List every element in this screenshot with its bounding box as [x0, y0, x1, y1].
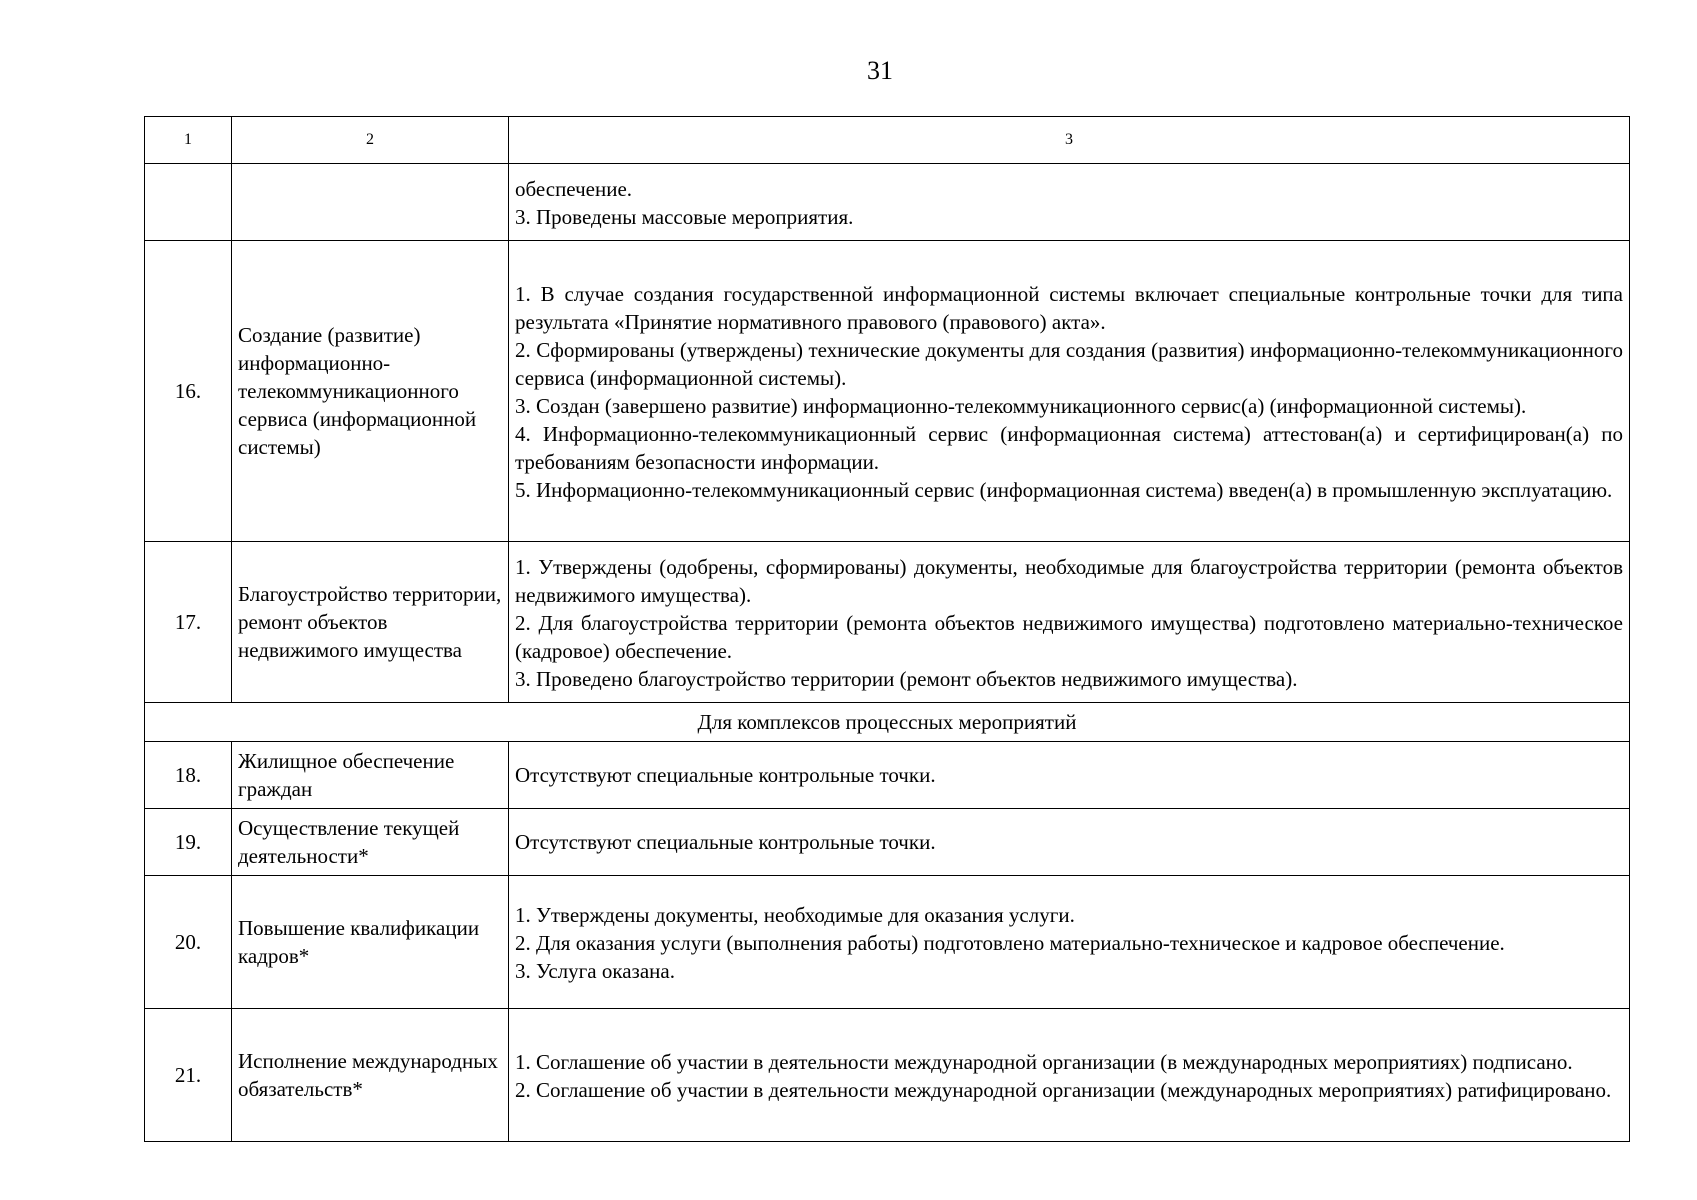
row-control-points — [509, 241, 1630, 542]
table-row-continuation — [145, 164, 1630, 241]
row-control-points — [509, 876, 1630, 1009]
row-result-type: Осуществление текущей деятельности* — [232, 809, 509, 876]
control-point-item: 2. Сформированы (утверждены) технические документы для создания (развития) информационно-телекоммуникационного сервиса (информационной системы). — [515, 338, 1623, 390]
column-header-2: 2 — [232, 117, 509, 164]
row-control-points — [509, 809, 1630, 876]
section-header-row — [145, 703, 1630, 742]
table-header-row — [145, 117, 1630, 164]
control-point-item: 2. Для благоустройства территории (ремонта объектов недвижимого имущества) подготовлено материально-техническое (кадровое) обеспечение. — [515, 611, 1623, 663]
control-point-item: 1. В случае создания государственной информационной системы включает специальные контрольные точки для типа результата «Принятие нормативного правового (правового) акта». — [515, 282, 1623, 334]
row-result-type — [232, 164, 509, 241]
table-row-17 — [145, 542, 1630, 703]
row-result-type: Создание (развитие) информационно-телекоммуникационного сервиса (информационной системы) — [232, 241, 509, 542]
row-result-type: Жилищное обеспечение граждан — [232, 742, 509, 809]
control-point-item: Отсутствуют специальные контрольные точки. — [515, 830, 936, 854]
table-row-18 — [145, 742, 1630, 809]
column-header-3: 3 — [509, 117, 1630, 164]
control-point-item: 5. Информационно-телекоммуникационный сервис (информационная система) введен(а) в промышленную эксплуатацию. — [515, 478, 1613, 502]
control-points-table — [144, 116, 1630, 1142]
row-result-type: Благоустройство территории, ремонт объектов недвижимого имущества — [232, 542, 509, 703]
table-row-19 — [145, 809, 1630, 876]
section-title: Для комплексов процессных мероприятий — [145, 703, 1630, 742]
control-point-item: 1. Утверждены документы, необходимые для оказания услуги. — [515, 903, 1075, 927]
table-row-20 — [145, 876, 1630, 1009]
row-control-points — [509, 1009, 1630, 1142]
row-number: 16. — [145, 241, 232, 542]
row-number: 20. — [145, 876, 232, 1009]
row-result-type: Повышение квалификации кадров* — [232, 876, 509, 1009]
row-number: 17. — [145, 542, 232, 703]
control-point-item: 1. Утверждены (одобрены, сформированы) документы, необходимые для благоустройства территории (ремонта объектов недвижимого имущества). — [515, 555, 1623, 607]
control-point-item: 2. Соглашение об участии в деятельности международной организации (международных мероприятиях) ратифицировано. — [515, 1078, 1612, 1102]
row-number: 18. — [145, 742, 232, 809]
control-point-item: 2. Для оказания услуги (выполнения работы) подготовлено материально-техническое и кадровое обеспечение. — [515, 931, 1505, 955]
row-number: 19. — [145, 809, 232, 876]
table-row-16 — [145, 241, 1630, 542]
row-result-type: Исполнение международных обязательств* — [232, 1009, 509, 1142]
row-control-points — [509, 542, 1630, 703]
control-point-item: Отсутствуют специальные контрольные точки. — [515, 763, 936, 787]
column-header-1: 1 — [145, 117, 232, 164]
control-point-item: 3. Проведено благоустройство территории (ремонт объектов недвижимого имущества). — [515, 667, 1298, 691]
row-number — [145, 164, 232, 241]
control-point-item: 3. Создан (завершено развитие) информационно-телекоммуникационного сервис(а) (информационной системы). — [515, 394, 1527, 418]
row-control-points — [509, 164, 1630, 241]
page-number: 31 — [867, 56, 893, 85]
control-point-item: 1. Соглашение об участии в деятельности международной организации (в международных мероприятиях) подписано. — [515, 1050, 1573, 1074]
row-control-points — [509, 742, 1630, 809]
row-number: 21. — [145, 1009, 232, 1142]
control-point-item: 4. Информационно-телекоммуникационный сервис (информационная система) аттестован(а) и сертифицирован(а) по требованиям безопасности информации. — [515, 422, 1623, 474]
table-row-21 — [145, 1009, 1630, 1142]
control-point-item: 3. Услуга оказана. — [515, 959, 675, 983]
control-point-item: обеспечение. — [515, 177, 633, 201]
control-point-item: 3. Проведены массовые мероприятия. — [515, 205, 854, 229]
